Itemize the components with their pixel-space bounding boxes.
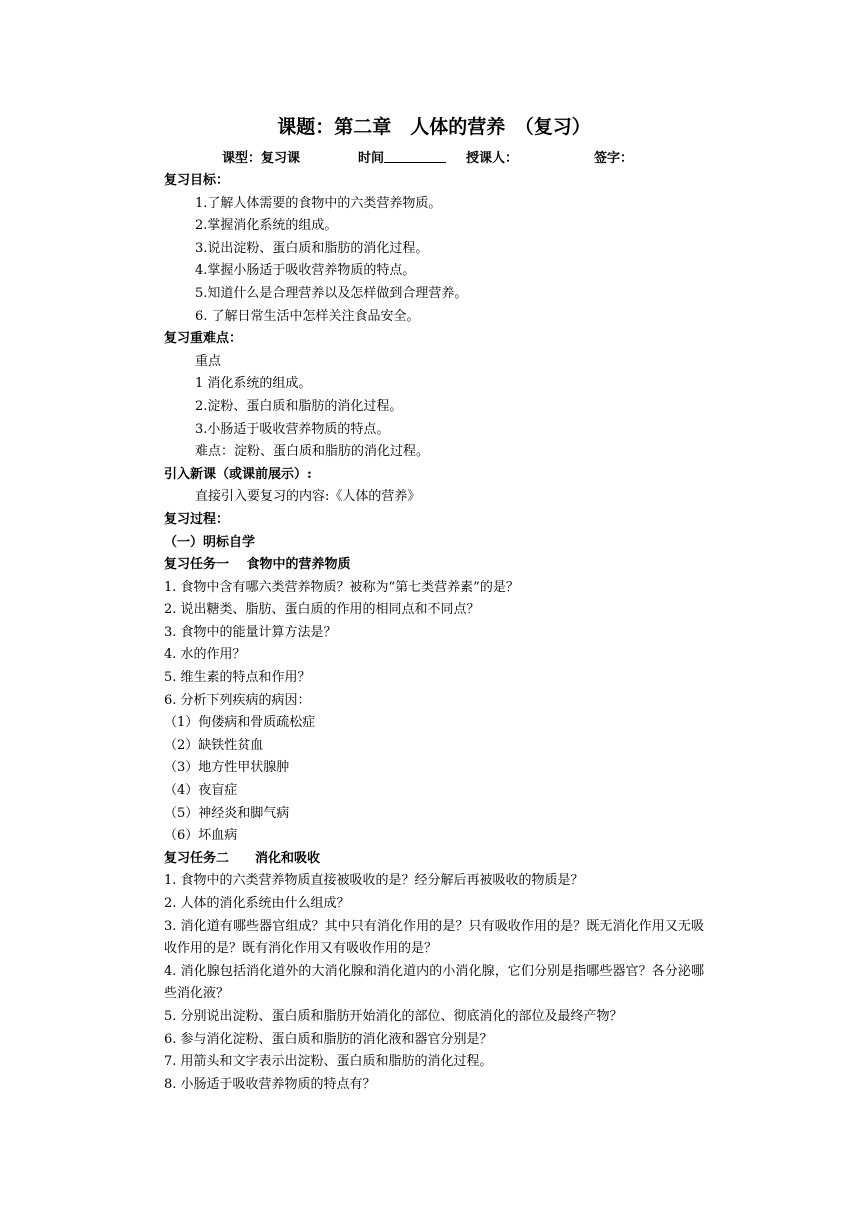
list-item: 5.知道什么是合理营养以及怎样做到合理营养。 <box>195 285 468 301</box>
list-item: （1）佝偻病和骨质疏松症 <box>164 715 316 731</box>
list-item: 4. 水的作用？ <box>164 647 246 663</box>
list-item: 2.淀粉、蛋白质和脂肪的消化过程。 <box>195 398 403 414</box>
list-item: 重点 <box>195 353 222 369</box>
list-item: 3. 消化道有哪些器官组成？其中只有消化作用的是？只有吸收作用的是？既无消化作用又无吸收作用的是？既有消化作用又有吸收作用的是？ <box>164 918 704 957</box>
list-item: （2）缺铁性贫血 <box>164 737 264 753</box>
list-item: 2. 说出糖类、脂肪、蛋白质的作用的相同点和不同点？ <box>164 602 480 618</box>
process-heading: 复习过程： <box>164 511 230 527</box>
lesson-type: 课型：复习课 <box>222 151 301 166</box>
key-points-heading: 复习重难点： <box>164 331 243 347</box>
lesson-meta <box>164 148 704 170</box>
intro-text: 直接引入要复习的内容:《人体的营养》 <box>195 489 421 505</box>
page-title: 课题：第二章 人体的营养 （复习） <box>277 116 591 138</box>
list-item: 6. 分析下列疾病的病因： <box>164 692 311 708</box>
list-item: 2.掌握消化系统的组成。 <box>195 218 338 234</box>
goals-list <box>164 193 704 329</box>
task2-heading: 复习任务二 消化和吸收 <box>164 850 321 866</box>
time-underline <box>384 148 446 163</box>
time-field <box>358 148 384 170</box>
goals-heading: 复习目标： <box>164 173 230 188</box>
list-item: 3.小肠适于吸收营养物质的特点。 <box>195 421 390 437</box>
task2-list <box>164 870 704 1096</box>
intro-heading: 引入新课（或课前展示）: <box>164 466 312 482</box>
list-item: 1.了解人体需要的食物中的六类营养物质。 <box>195 195 442 211</box>
list-item: （3）地方性甲状腺肿 <box>164 760 290 776</box>
list-item: 1. 食物中的六类营养物质直接被吸收的是？经分解后再被吸收的物质是？ <box>164 873 584 889</box>
teacher-label: 授课人： <box>466 151 519 166</box>
key-points-list <box>164 351 704 464</box>
sign-label: 签字： <box>594 151 634 166</box>
list-item: 难点：淀粉、蛋白质和脂肪的消化过程。 <box>195 444 430 460</box>
list-item: 6. 参与消化淀粉、蛋白质和脂肪的消化液和器官分别是？ <box>164 1031 493 1047</box>
process-subheading: （一）明标自学 <box>164 534 256 550</box>
list-item: 3.说出淀粉、蛋白质和脂肪的消化过程。 <box>195 240 429 256</box>
list-item: 3. 食物中的能量计算方法是？ <box>164 624 337 640</box>
list-item: （6）坏血病 <box>164 828 238 844</box>
list-item: 7. 用箭头和文字表示出淀粉、蛋白质和脂肪的消化过程。 <box>164 1054 493 1070</box>
list-item: 2. 人体的消化系统由什么组成？ <box>164 896 350 911</box>
list-item: 8. 小肠适于吸收营养物质的特点有？ <box>164 1076 376 1092</box>
list-item: 4. 消化腺包括消化道外的大消化腺和消化道内的小消化腺，它们分别是指哪些器官？各分泌哪些消化液？ <box>164 963 704 1002</box>
task1-heading: 复习任务一 食物中的营养物质 <box>164 557 351 573</box>
list-item: 5. 分别说出淀粉、蛋白质和脂肪开始消化的部位、彻底消化的部位及最终产物？ <box>164 1008 623 1024</box>
list-item: （4）夜盲症 <box>164 783 238 799</box>
document-page <box>164 112 704 1096</box>
list-item: 4.掌握小肠适于吸收营养物质的特点。 <box>195 263 416 279</box>
list-item: 5. 维生素的特点和作用？ <box>164 670 311 686</box>
list-item: 1. 食物中含有哪六类营养物质？被称为“第七类营养素”的是？ <box>164 579 519 595</box>
list-item: 1 消化系统的组成。 <box>195 376 312 392</box>
task1-list <box>164 577 704 848</box>
list-item: （5）神经炎和脚气病 <box>164 805 290 821</box>
time-label: 时间 <box>358 151 385 166</box>
list-item: 6. 了解日常生活中怎样关注食品安全。 <box>195 308 420 324</box>
